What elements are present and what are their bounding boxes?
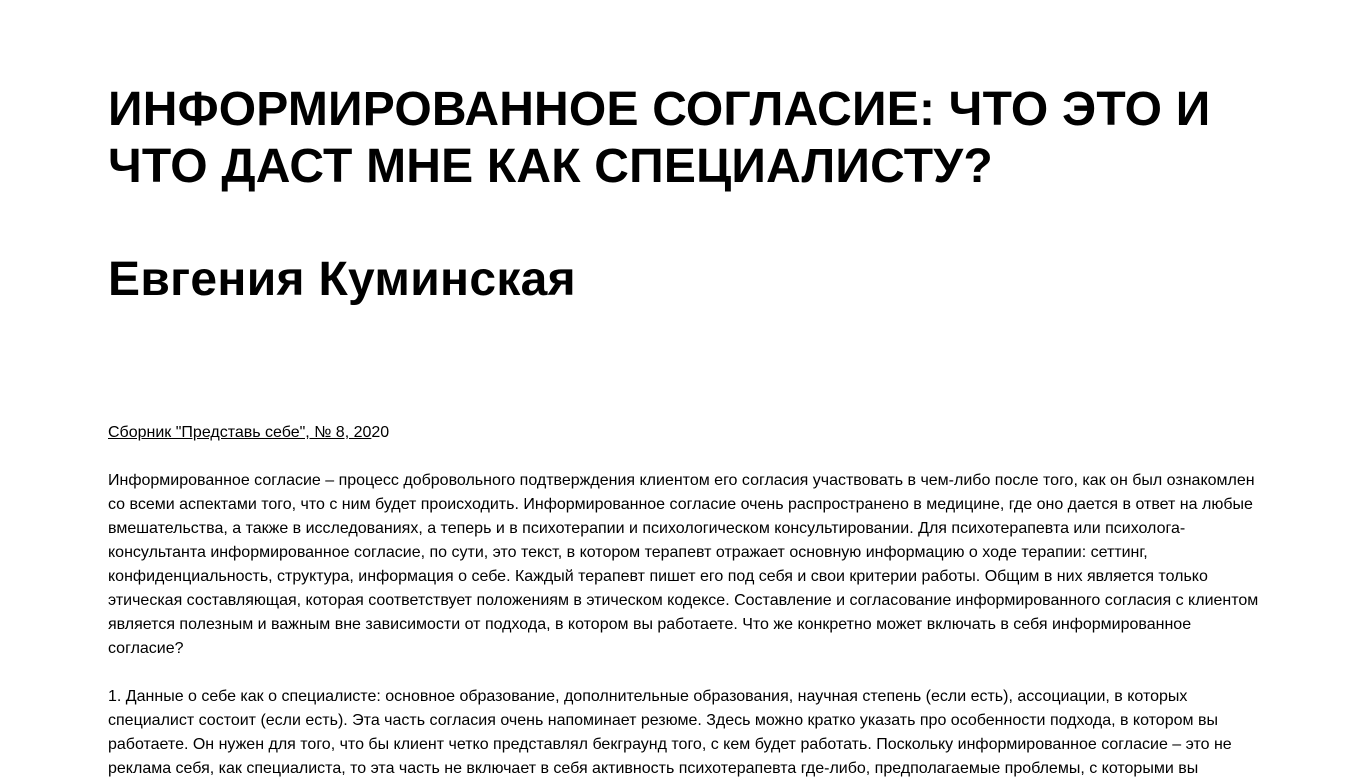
source-year-rest: 20: [371, 424, 390, 441]
paragraph-item-1: 1. Данные о себе как о специалисте: основное образование, дополнительные образования, научная степень (если есть), ассоциации, в которых специалист состоит (если есть). Эта часть согласия очень напоминает резюме. Здесь можно кратко указать про особенности подхода, в котором вы работаете. Он нужен для того, что бы клиент четко представлял бекграунд того, с кем будет работать. Поскольку информированное согласие – это не реклама себя, как специалиста, то эта часть не включает в себя активность психотерапевта где-либо, предполагаемые проблемы, с которыми вы: [108, 688, 1232, 777]
source-link[interactable]: Сборник "Представь себе", № 8, 20: [108, 424, 372, 441]
article-title: ИНФОРМИРОВАННОЕ СОГЛАСИЕ: ЧТО ЭТО И ЧТО ДАСТ МНЕ КАК СПЕЦИАЛИСТУ?: [108, 83, 1211, 193]
article-author: Евгения Куминская: [108, 253, 576, 306]
paragraph-intro: Информированное согласие – процесс добровольного подтверждения клиентом его согласия участвовать в чем-либо после того, как он был ознакомлен со всеми аспектами того, что с ним будет происходить. Информированное согласие очень распространено в медицине, где оно дается в ответ на любые вмешательства, а также в исследованиях, а теперь и в психотерапии и психологическом консультировании. Для психотерапевта или психолога-консультанта информированное согласие, по сути, это текст, в котором терапевт отражает основную информацию о ходе терапии: сеттинг, конфиденциальность, структура, информация о себе. Каждый терапевт пишет его под себя и свои критерии работы. Общим в них является только этическая составляющая, которая соответствует положениям в этическом кодексе. Составление и согласование информированного согласия с клиентом является полезным и важным вне зависимости от подхода, в котором вы работаете. Что же конкретно может включать в себя информированное согласие?: [108, 472, 1259, 657]
source-citation: [108, 421, 389, 445]
